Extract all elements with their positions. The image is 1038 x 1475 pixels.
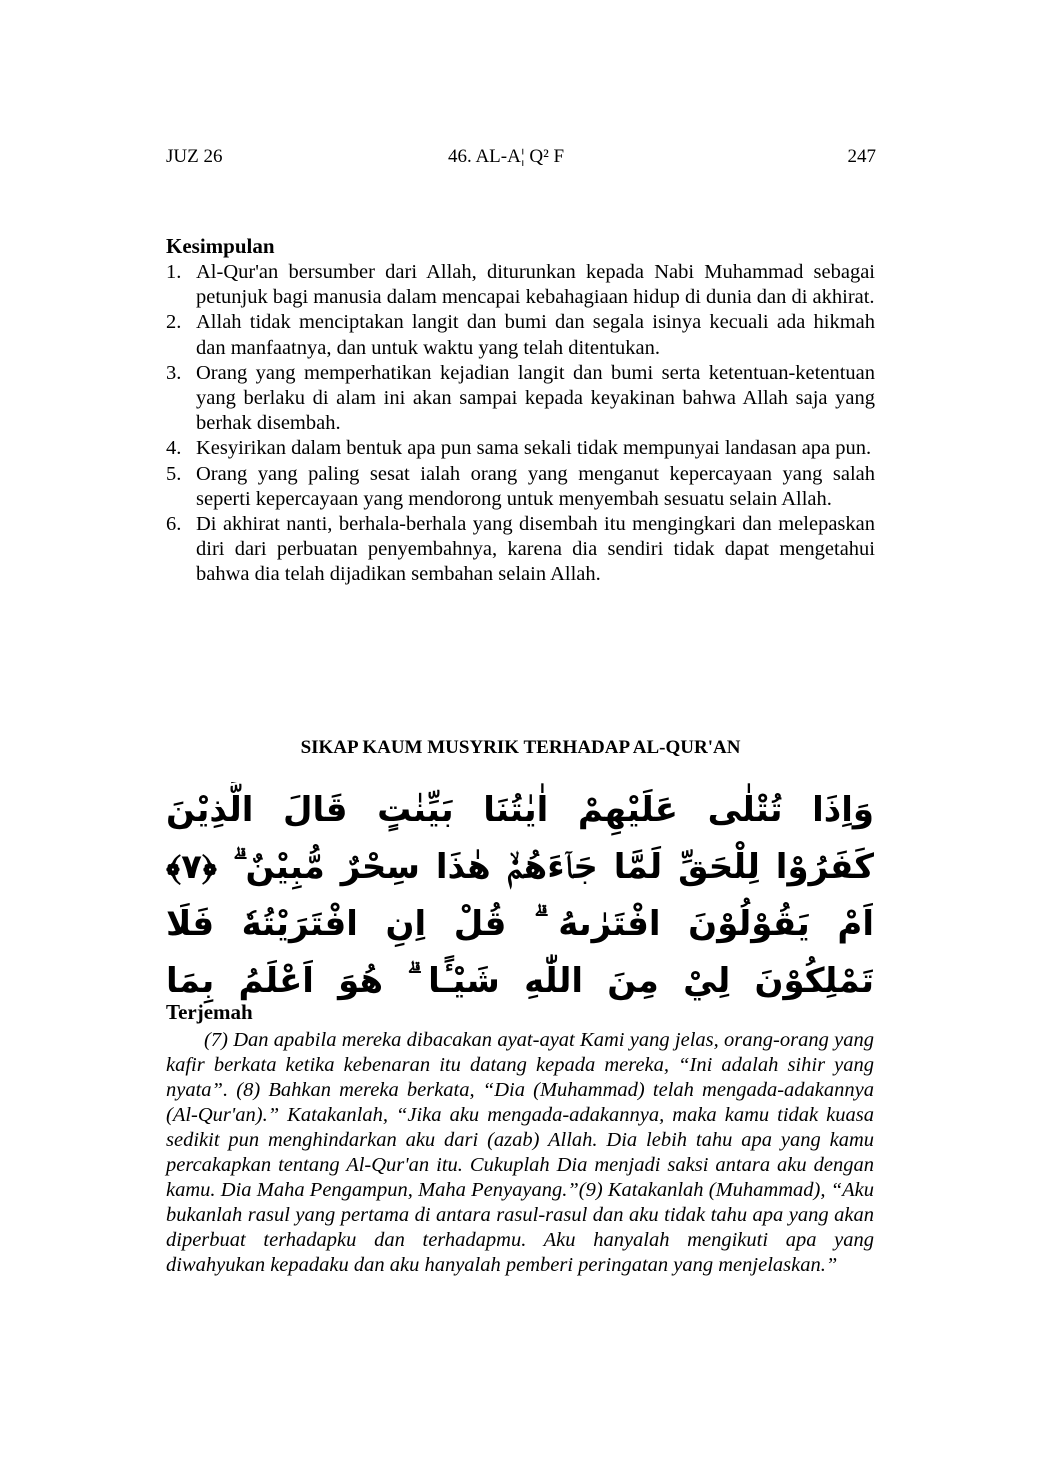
- juz-label: JUZ 26: [166, 146, 223, 167]
- list-item-text: Di akhirat nanti, berhala-berhala yang disembah itu mengingkari dan melepaskan diri dari perbuatan penyembahnya, karena dia sendiri tidak dapat mengetahui bahwa dia telah dijadikan sembahan selain Allah.: [196, 513, 875, 586]
- list-item-number: 3.: [166, 361, 182, 384]
- list-item-number: 6.: [166, 513, 182, 536]
- list-item: [166, 361, 875, 437]
- list-item-text: Orang yang paling sesat ialah orang yang menganut kepercayaan yang salah seperti kepercayaan yang mendorong untuk menyembah sesuatu selain Allah.: [196, 462, 875, 510]
- translation-text: (7) Dan apabila mereka dibacakan ayat-ayat Kami yang jelas, orang-orang yang kafir berkata ketika kebenaran itu datang kepada mereka, “Ini adalah sihir yang nyata”. (8) Bahkan mereka berkata, “Dia (Muhammad) telah mengada-adakannya (Al-Qur'an).” Katakanlah, “Jika aku mengada-adakannya, maka kamu tidak kuasa sedikit pun menghindarkan aku dari (azab) Allah. Dia lebih tahu apa yang kamu percakapkan tentang Al-Qur'an itu. Cukuplah Dia menjadi saksi antara aku dengan kamu. Dia Maha Pengampun, Maha Penyayang.”(9) Katakanlah (Muhammad), “Aku bukanlah rasul yang pertama di antara rasul-rasul dan aku tidak tahu apa yang akan diperbuat terhadapku dan terhadapmu. Aku hanyalah mengikuti apa yang diwahyukan kepadaku dan aku hanyalah pemberi peringatan yang menjelaskan.”: [166, 1029, 874, 1276]
- surah-title: 46. AL-A¦ Q² F: [448, 146, 565, 167]
- list-item-text: Allah tidak menciptakan langit dan bumi dan segala isinya kecuali ada hikmah dan manfaatnya, dan untuk waktu yang telah ditentukan.: [196, 311, 875, 359]
- list-item-number: 2.: [166, 311, 182, 334]
- list-item-number: 4.: [166, 437, 182, 460]
- list-item-text: Orang yang memperhatikan kejadian langit dan bumi serta ketentuan-ketentuan yang berlaku di alam ini akan sampai kepada keyakinan bahwa Allah saja yang berhak disembah.: [196, 361, 875, 435]
- conclusion-heading: Kesimpulan: [166, 234, 275, 258]
- translation-heading: Terjemah: [166, 1000, 253, 1024]
- list-item-text: Kesyirikan dalam bentuk apa pun sama sekali tidak mempunyai landasan apa pun.: [196, 437, 872, 460]
- list-item: [166, 436, 875, 461]
- list-item: [166, 462, 875, 512]
- arabic-verses: وَاِذَا تُتْلٰى عَلَيْهِمْ اٰيٰتُنَا بَيِّنٰتٍ قَالَ الَّذِيْنَ كَفَرُوْا لِلْحَقِّ لَمَّا جَاۤءَهُمْۙ هٰذَا سِحْرٌ مُّبِيْنٌ ۗ ﴿٧﴾ اَمْ يَقُوْلُوْنَ افْتَرٰىهُ ۗ قُلْ اِنِ افْتَرَيْتُهٗ فَلَا تَمْلِكُوْنَ لِيْ مِنَ اللّٰهِ شَيْـًٔا ۗ هُوَ اَعْلَمُ بِمَا: [166, 790, 874, 1001]
- page-number: 247: [847, 146, 876, 167]
- conclusion-list: [166, 260, 875, 588]
- section-title: SIKAP KAUM MUSYRIK TERHADAP AL-QUR'AN: [300, 737, 741, 758]
- list-item: [166, 512, 875, 588]
- list-item-number: 5.: [166, 462, 182, 485]
- list-item: [166, 260, 875, 310]
- list-item-text: Al-Qur'an bersumber dari Allah, diturunkan kepada Nabi Muhammad sebagai petunjuk bagi manusia dalam mencapai kebahagiaan hidup di dunia dan di akhirat.: [196, 261, 875, 309]
- list-item: [166, 310, 875, 360]
- list-item-number: 1.: [166, 261, 182, 283]
- page-header: [166, 146, 876, 174]
